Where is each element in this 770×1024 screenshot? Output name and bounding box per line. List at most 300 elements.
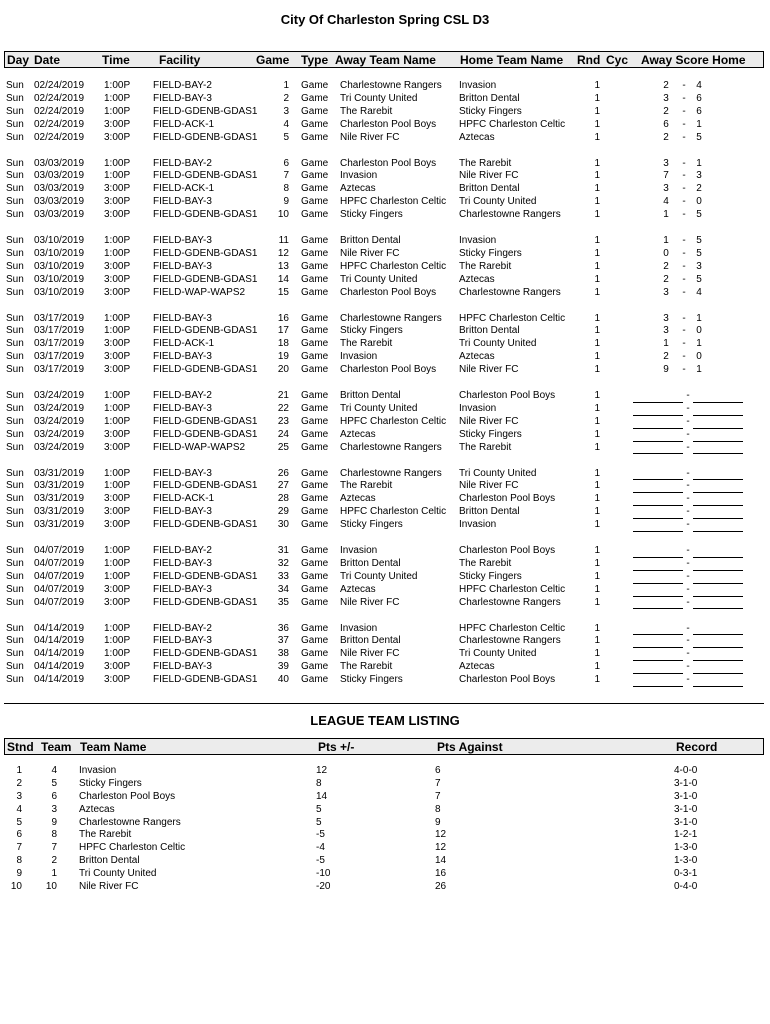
- game-facility: FIELD-GDENB-GDAS1: [153, 415, 258, 427]
- game-facility: FIELD-GDENB-GDAS1: [153, 364, 258, 376]
- game-facility: FIELD-GDENB-GDAS1: [153, 570, 258, 582]
- game-game: 2: [283, 92, 289, 104]
- standings-stnd: 2: [16, 777, 22, 789]
- away-score: 2: [663, 105, 669, 117]
- game-facility: FIELD-ACK-1: [153, 183, 215, 195]
- away-score-blank[interactable]: [633, 493, 683, 506]
- game-rnd: 1: [594, 493, 600, 505]
- home-score: 4: [696, 286, 702, 298]
- game-row: [0, 274, 770, 287]
- game-row: [0, 158, 770, 171]
- score-separator: -: [686, 622, 690, 634]
- game-home: HPFC Charleston Celtic: [459, 583, 566, 595]
- standings-against: 7: [435, 777, 441, 789]
- game-type: Game: [301, 247, 329, 259]
- home-score: 4: [696, 80, 702, 91]
- game-home: Aztecas: [459, 131, 495, 143]
- home-score-blank[interactable]: [693, 493, 743, 506]
- home-score-blank[interactable]: [693, 623, 743, 636]
- game-facility: FIELD-BAY-3: [153, 583, 212, 595]
- game-rnd: 1: [594, 338, 600, 350]
- game-game: 32: [277, 557, 289, 569]
- game-row: [0, 480, 770, 493]
- game-time: 3:00P: [104, 183, 131, 195]
- game-day: Sun: [6, 170, 24, 182]
- game-game: 8: [283, 183, 289, 195]
- away-score: 2: [663, 273, 669, 285]
- schedule-table: [0, 80, 770, 700]
- game-time: 3:00P: [104, 583, 131, 595]
- home-score-blank[interactable]: [693, 661, 743, 674]
- game-game: 22: [277, 402, 289, 414]
- game-home: Invasion: [459, 235, 497, 246]
- game-date: 03/24/2019: [34, 441, 85, 453]
- away-score-blank[interactable]: [633, 519, 683, 532]
- game-date: 04/14/2019: [34, 674, 85, 686]
- game-date: 04/07/2019: [34, 557, 85, 569]
- game-home: Nile River FC: [459, 480, 519, 492]
- game-game: 36: [277, 622, 289, 634]
- game-date: 03/03/2019: [34, 157, 85, 169]
- game-day: Sun: [6, 596, 24, 608]
- game-game: 33: [277, 570, 289, 582]
- away-score-blank[interactable]: [633, 584, 683, 597]
- game-time: 3:00P: [104, 661, 131, 673]
- game-time: 1:00P: [104, 635, 131, 647]
- score-separator: -: [682, 118, 686, 130]
- game-time: 3:00P: [104, 273, 131, 285]
- score-separator: -: [686, 493, 690, 505]
- game-row: [0, 584, 770, 597]
- game-game: 27: [277, 480, 289, 492]
- game-date: 04/14/2019: [34, 661, 85, 673]
- game-away: Britton Dental: [340, 557, 401, 569]
- game-away: Charlestowne Rangers: [340, 312, 442, 324]
- standings-row: [0, 817, 770, 830]
- game-time: 1:00P: [104, 235, 131, 246]
- standings-against: 9: [435, 816, 441, 828]
- away-score-blank[interactable]: [633, 480, 683, 493]
- game-row: [0, 571, 770, 584]
- game-row: [0, 338, 770, 351]
- standings-row: [0, 765, 770, 778]
- game-row: [0, 674, 770, 687]
- game-time: 1:00P: [104, 170, 131, 182]
- game-date: 03/24/2019: [34, 402, 85, 414]
- game-row: [0, 493, 770, 506]
- game-day: Sun: [6, 428, 24, 440]
- game-row: [0, 519, 770, 532]
- standings-team: 9: [51, 816, 57, 828]
- home-score-blank[interactable]: [693, 545, 743, 558]
- standings-record: 0-3-1: [674, 868, 698, 880]
- game-away: Nile River FC: [340, 648, 400, 660]
- home-score-blank[interactable]: [693, 480, 743, 493]
- game-away: HPFC Charleston Celtic: [340, 260, 447, 272]
- game-rnd: 1: [594, 506, 600, 518]
- home-score: 0: [696, 196, 702, 208]
- game-type: Game: [301, 170, 329, 182]
- home-score-blank[interactable]: [693, 635, 743, 648]
- game-time: 3:00P: [104, 364, 131, 376]
- standings-pts: 5: [316, 816, 322, 828]
- game-day: Sun: [6, 183, 24, 195]
- home-score: 6: [696, 92, 702, 104]
- game-type: Game: [301, 92, 329, 104]
- game-day: Sun: [6, 493, 24, 505]
- game-day: Sun: [6, 286, 24, 298]
- standings-team: 2: [51, 855, 57, 867]
- game-away: Sticky Fingers: [340, 674, 403, 686]
- standings-pts: -20: [316, 881, 331, 893]
- game-home: Charleston Pool Boys: [459, 493, 556, 505]
- game-type: Game: [301, 467, 329, 479]
- home-score: 5: [696, 209, 702, 221]
- game-date: 03/31/2019: [34, 467, 85, 479]
- game-facility: FIELD-GDENB-GDAS1: [153, 596, 258, 608]
- game-date: 04/14/2019: [34, 622, 85, 634]
- game-date: 03/10/2019: [34, 235, 85, 246]
- game-row: [0, 442, 770, 455]
- standings-stnd: 5: [16, 816, 22, 828]
- game-home: Charlestowne Rangers: [459, 635, 561, 647]
- game-home: Charlestowne Rangers: [459, 209, 561, 221]
- home-score-blank[interactable]: [693, 442, 743, 455]
- standings-stnd: 4: [16, 803, 22, 815]
- home-score-blank[interactable]: [693, 506, 743, 519]
- standings-record: 0-4-0: [674, 881, 698, 893]
- game-rnd: 1: [594, 364, 600, 376]
- game-home: Britton Dental: [459, 183, 520, 195]
- away-score-blank[interactable]: [633, 558, 683, 571]
- game-home: Charlestowne Rangers: [459, 286, 561, 298]
- game-date: 03/31/2019: [34, 506, 85, 518]
- game-home: Tri County United: [459, 648, 537, 660]
- game-time: 3:00P: [104, 428, 131, 440]
- game-row: [0, 235, 770, 248]
- game-row: [0, 558, 770, 571]
- game-away: The Rarebit: [340, 338, 393, 350]
- score-separator: -: [682, 92, 686, 104]
- game-row: [0, 287, 770, 300]
- game-facility: FIELD-BAY-3: [153, 351, 212, 363]
- home-score-blank[interactable]: [693, 584, 743, 597]
- standings-pts: 8: [316, 777, 322, 789]
- away-score-blank[interactable]: [633, 661, 683, 674]
- game-day: Sun: [6, 441, 24, 453]
- game-home: HPFC Charleston Celtic: [459, 118, 566, 130]
- game-date: 02/24/2019: [34, 92, 85, 104]
- game-day: Sun: [6, 570, 24, 582]
- game-home: HPFC Charleston Celtic: [459, 622, 566, 634]
- game-date: 03/03/2019: [34, 170, 85, 182]
- col-type: Type: [301, 53, 329, 67]
- away-score-blank[interactable]: [633, 545, 683, 558]
- away-score: 3: [663, 325, 669, 337]
- game-date: 03/03/2019: [34, 183, 85, 195]
- game-time: 1:00P: [104, 325, 131, 337]
- game-time: 3:00P: [104, 196, 131, 208]
- away-score-blank[interactable]: [633, 390, 683, 403]
- game-facility: FIELD-BAY-2: [153, 545, 212, 556]
- game-home: Britton Dental: [459, 325, 520, 337]
- game-row: [0, 196, 770, 209]
- game-day: Sun: [6, 209, 24, 221]
- game-date: 02/24/2019: [34, 118, 85, 130]
- game-type: Game: [301, 428, 329, 440]
- week-block: [0, 545, 770, 623]
- game-rnd: 1: [594, 209, 600, 221]
- game-day: Sun: [6, 506, 24, 518]
- home-score: 1: [696, 118, 702, 130]
- game-time: 1:00P: [104, 545, 131, 556]
- score-separator: -: [682, 105, 686, 117]
- score-separator: -: [682, 273, 686, 285]
- game-facility: FIELD-GDENB-GDAS1: [153, 674, 258, 686]
- game-day: Sun: [6, 648, 24, 660]
- game-away: Nile River FC: [340, 596, 400, 608]
- game-row: [0, 364, 770, 377]
- game-date: 02/24/2019: [34, 131, 85, 143]
- away-score-blank[interactable]: [633, 674, 683, 687]
- game-game: 28: [277, 493, 289, 505]
- game-row: [0, 183, 770, 196]
- standings-row: [0, 868, 770, 881]
- home-score-blank[interactable]: [693, 416, 743, 429]
- standings-against: 8: [435, 803, 441, 815]
- game-rnd: 1: [594, 415, 600, 427]
- standings-record: 4-0-0: [674, 765, 698, 776]
- game-facility: FIELD-BAY-3: [153, 557, 212, 569]
- home-score-blank[interactable]: [693, 597, 743, 610]
- standings-team: 1: [51, 868, 57, 880]
- game-game: 1: [283, 80, 289, 91]
- away-score: 4: [663, 196, 669, 208]
- game-day: Sun: [6, 92, 24, 104]
- game-home: Sticky Fingers: [459, 570, 522, 582]
- game-facility: FIELD-BAY-2: [153, 622, 212, 634]
- standings-name: Tri County United: [79, 868, 157, 880]
- standings-name: Nile River FC: [79, 881, 139, 893]
- home-score-blank[interactable]: [693, 403, 743, 416]
- week-block: [0, 235, 770, 313]
- game-rnd: 1: [594, 648, 600, 660]
- game-rnd: 1: [594, 570, 600, 582]
- home-score-blank[interactable]: [693, 468, 743, 481]
- game-type: Game: [301, 286, 329, 298]
- game-home: Nile River FC: [459, 170, 519, 182]
- game-facility: FIELD-GDENB-GDAS1: [153, 648, 258, 660]
- game-type: Game: [301, 325, 329, 337]
- game-facility: FIELD-BAY-3: [153, 196, 212, 208]
- game-rnd: 1: [594, 325, 600, 337]
- game-type: Game: [301, 661, 329, 673]
- game-away: Charleston Pool Boys: [340, 286, 437, 298]
- away-score-blank[interactable]: [633, 468, 683, 481]
- game-rnd: 1: [594, 196, 600, 208]
- game-date: 02/24/2019: [34, 105, 85, 117]
- game-game: 31: [277, 545, 289, 556]
- game-away: Aztecas: [340, 493, 376, 505]
- game-type: Game: [301, 415, 329, 427]
- week-block: [0, 468, 770, 546]
- col-date: Date: [34, 53, 61, 67]
- game-date: 03/10/2019: [34, 273, 85, 285]
- game-type: Game: [301, 235, 329, 246]
- game-row: [0, 209, 770, 222]
- game-time: 1:00P: [104, 80, 131, 91]
- standings-name: HPFC Charleston Celtic: [79, 842, 186, 854]
- away-score-blank[interactable]: [633, 403, 683, 416]
- game-rnd: 1: [594, 583, 600, 595]
- game-date: 04/07/2019: [34, 545, 85, 556]
- game-rnd: 1: [594, 661, 600, 673]
- game-type: Game: [301, 157, 329, 169]
- home-score: 5: [696, 131, 702, 143]
- game-type: Game: [301, 118, 329, 130]
- game-facility: FIELD-GDENB-GDAS1: [153, 519, 258, 531]
- home-score-blank[interactable]: [693, 648, 743, 661]
- game-type: Game: [301, 648, 329, 660]
- away-score-blank[interactable]: [633, 623, 683, 636]
- game-rnd: 1: [594, 596, 600, 608]
- standings-stnd: 9: [16, 868, 22, 880]
- score-separator: -: [686, 519, 690, 531]
- game-rnd: 1: [594, 557, 600, 569]
- game-game: 39: [277, 661, 289, 673]
- col-stnd: Stnd: [7, 740, 34, 754]
- game-home: The Rarebit: [459, 557, 512, 569]
- game-time: 1:00P: [104, 390, 131, 401]
- col-facility: Facility: [159, 53, 201, 67]
- game-row: [0, 390, 770, 403]
- game-facility: FIELD-GDENB-GDAS1: [153, 480, 258, 492]
- game-game: 40: [277, 674, 289, 686]
- game-type: Game: [301, 196, 329, 208]
- game-date: 03/17/2019: [34, 312, 85, 324]
- standings-team: 7: [51, 842, 57, 854]
- game-row: [0, 261, 770, 274]
- away-score-blank[interactable]: [633, 597, 683, 610]
- game-game: 12: [277, 247, 289, 259]
- game-day: Sun: [6, 351, 24, 363]
- home-score-blank[interactable]: [693, 558, 743, 571]
- standings-pts: -4: [316, 842, 325, 854]
- away-score: 1: [663, 209, 669, 221]
- standings-team: 4: [51, 765, 57, 776]
- game-game: 13: [277, 260, 289, 272]
- game-away: Invasion: [340, 170, 378, 182]
- game-facility: FIELD-BAY-3: [153, 312, 212, 324]
- game-away: Tri County United: [340, 92, 418, 104]
- away-score: 2: [663, 351, 669, 363]
- game-facility: FIELD-BAY-2: [153, 80, 212, 91]
- game-date: 04/07/2019: [34, 596, 85, 608]
- game-day: Sun: [6, 480, 24, 492]
- standings-team: 5: [51, 777, 57, 789]
- away-score-blank[interactable]: [633, 442, 683, 455]
- game-time: 3:00P: [104, 441, 131, 453]
- game-time: 3:00P: [104, 209, 131, 221]
- game-date: 03/10/2019: [34, 286, 85, 298]
- game-time: 1:00P: [104, 157, 131, 169]
- schedule-header: [4, 51, 764, 68]
- game-day: Sun: [6, 273, 24, 285]
- game-rnd: 1: [594, 118, 600, 130]
- game-facility: FIELD-GDENB-GDAS1: [153, 247, 258, 259]
- game-day: Sun: [6, 583, 24, 595]
- away-score-blank[interactable]: [633, 635, 683, 648]
- game-date: 03/31/2019: [34, 480, 85, 492]
- standings-pts: 5: [316, 803, 322, 815]
- home-score: 1: [696, 312, 702, 324]
- game-type: Game: [301, 364, 329, 376]
- home-score-blank[interactable]: [693, 519, 743, 532]
- standings-name: Charlestowne Rangers: [79, 816, 181, 828]
- game-time: 1:00P: [104, 467, 131, 479]
- week-block: [0, 623, 770, 701]
- home-score: 5: [696, 235, 702, 246]
- score-separator: -: [682, 286, 686, 298]
- game-type: Game: [301, 545, 329, 556]
- game-game: 19: [277, 351, 289, 363]
- home-score-blank[interactable]: [693, 674, 743, 687]
- game-time: 1:00P: [104, 570, 131, 582]
- game-day: Sun: [6, 235, 24, 246]
- game-row: [0, 325, 770, 338]
- away-score: 3: [663, 312, 669, 324]
- away-score-blank[interactable]: [633, 416, 683, 429]
- score-separator: -: [686, 415, 690, 427]
- game-date: 03/17/2019: [34, 364, 85, 376]
- game-time: 1:00P: [104, 312, 131, 324]
- game-home: Aztecas: [459, 351, 495, 363]
- away-score-blank[interactable]: [633, 506, 683, 519]
- game-date: 03/31/2019: [34, 493, 85, 505]
- away-score: 2: [663, 80, 669, 91]
- home-score: 0: [696, 351, 702, 363]
- game-game: 3: [283, 105, 289, 117]
- game-game: 30: [277, 519, 289, 531]
- away-score-blank[interactable]: [633, 571, 683, 584]
- game-day: Sun: [6, 118, 24, 130]
- game-type: Game: [301, 273, 329, 285]
- game-rnd: 1: [594, 674, 600, 686]
- game-away: The Rarebit: [340, 661, 393, 673]
- game-row: [0, 468, 770, 481]
- home-score-blank[interactable]: [693, 571, 743, 584]
- game-home: Britton Dental: [459, 506, 520, 518]
- away-score-blank[interactable]: [633, 429, 683, 442]
- standings-row: [0, 791, 770, 804]
- game-game: 4: [283, 118, 289, 130]
- home-score-blank[interactable]: [693, 390, 743, 403]
- game-rnd: 1: [594, 247, 600, 259]
- away-score-blank[interactable]: [633, 648, 683, 661]
- game-rnd: 1: [594, 312, 600, 324]
- game-rnd: 1: [594, 635, 600, 647]
- game-type: Game: [301, 596, 329, 608]
- game-away: The Rarebit: [340, 480, 393, 492]
- col-team: Team: [41, 740, 72, 754]
- game-away: Charleston Pool Boys: [340, 364, 437, 376]
- home-score-blank[interactable]: [693, 429, 743, 442]
- away-score: 9: [663, 364, 669, 376]
- game-time: 1:00P: [104, 402, 131, 414]
- game-away: Aztecas: [340, 183, 376, 195]
- game-rnd: 1: [594, 390, 600, 401]
- game-row: [0, 416, 770, 429]
